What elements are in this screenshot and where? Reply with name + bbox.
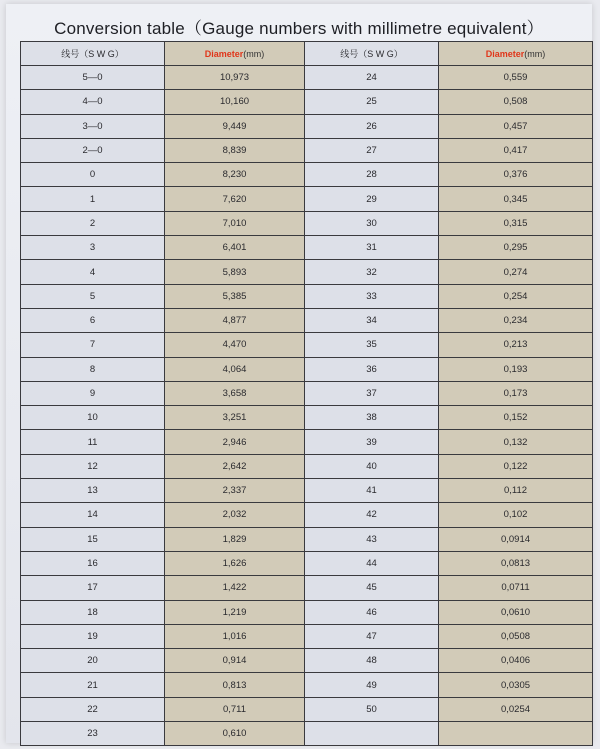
table-row <box>21 624 593 648</box>
diameter-cell-right: 0,112 <box>439 479 593 503</box>
gauge-cell-left: 18 <box>21 600 165 624</box>
diameter-cell-left: 0,711 <box>165 697 305 721</box>
gauge-cell-right: 46 <box>305 600 439 624</box>
diameter-cell-left: 1,626 <box>165 551 305 575</box>
gauge-cell-left: 5 <box>21 284 165 308</box>
table-row <box>21 430 593 454</box>
table-row <box>21 236 593 260</box>
diameter-cell-right: 0,0305 <box>439 673 593 697</box>
diameter-cell-right: 0,417 <box>439 138 593 162</box>
gauge-cell-left: 2 <box>21 211 165 235</box>
table-row <box>21 66 593 90</box>
gauge-cell-right: 36 <box>305 357 439 381</box>
gauge-cell-right: 30 <box>305 211 439 235</box>
gauge-cell-left: 8 <box>21 357 165 381</box>
table-row <box>21 333 593 357</box>
gauge-cell-right: 43 <box>305 527 439 551</box>
gauge-cell-left: 12 <box>21 454 165 478</box>
gauge-cell-left: 20 <box>21 649 165 673</box>
diameter-cell-right: 0,132 <box>439 430 593 454</box>
gauge-cell-right: 31 <box>305 236 439 260</box>
table-row <box>21 260 593 284</box>
gauge-cell-right: 33 <box>305 284 439 308</box>
diameter-cell-left: 10,160 <box>165 90 305 114</box>
diameter-cell-left: 3,251 <box>165 406 305 430</box>
gauge-cell-right: 34 <box>305 308 439 332</box>
gauge-cell-right: 48 <box>305 649 439 673</box>
diameter-cell-left: 6,401 <box>165 236 305 260</box>
diameter-cell-left: 4,064 <box>165 357 305 381</box>
diameter-cell-right: 0,0254 <box>439 697 593 721</box>
diameter-cell-right: 0,193 <box>439 357 593 381</box>
diameter-cell-right: 0,254 <box>439 284 593 308</box>
diameter-cell-left: 4,877 <box>165 308 305 332</box>
gauge-cell-left: 23 <box>21 722 165 746</box>
gauge-cell-right: 25 <box>305 90 439 114</box>
diameter-cell-right: 0,508 <box>439 90 593 114</box>
table-row <box>21 114 593 138</box>
diameter-cell-right <box>439 722 593 746</box>
table-row <box>21 308 593 332</box>
diameter-cell-left: 7,620 <box>165 187 305 211</box>
diameter-cell-right: 0,234 <box>439 308 593 332</box>
diameter-cell-right: 0,0508 <box>439 624 593 648</box>
header-gauge-left: 线号（S W G） <box>21 42 165 66</box>
diameter-cell-left: 5,893 <box>165 260 305 284</box>
diameter-cell-right: 0,559 <box>439 66 593 90</box>
table-row <box>21 381 593 405</box>
diameter-label: Diameter <box>204 48 244 59</box>
header-diameter-right <box>439 42 593 66</box>
gauge-cell-left: 4—0 <box>21 90 165 114</box>
diameter-cell-right: 0,102 <box>439 503 593 527</box>
gauge-cell-right: 41 <box>305 479 439 503</box>
diameter-cell-right: 0,173 <box>439 381 593 405</box>
table-row <box>21 503 593 527</box>
diameter-cell-left: 0,610 <box>165 722 305 746</box>
gauge-cell-left: 6 <box>21 308 165 332</box>
diameter-cell-right: 0,376 <box>439 163 593 187</box>
diameter-cell-right: 0,152 <box>439 406 593 430</box>
gauge-cell-right <box>305 722 439 746</box>
gauge-cell-left: 3—0 <box>21 114 165 138</box>
diameter-cell-left: 3,658 <box>165 381 305 405</box>
table-row <box>21 551 593 575</box>
diameter-cell-left: 9,449 <box>165 114 305 138</box>
gauge-cell-left: 0 <box>21 163 165 187</box>
gauge-cell-left: 19 <box>21 624 165 648</box>
table-row <box>21 163 593 187</box>
table-row <box>21 138 593 162</box>
gauge-cell-right: 24 <box>305 66 439 90</box>
gauge-cell-right: 47 <box>305 624 439 648</box>
gauge-cell-right: 49 <box>305 673 439 697</box>
gauge-cell-left: 4 <box>21 260 165 284</box>
diameter-label: Diameter <box>485 48 525 59</box>
diameter-cell-left: 8,839 <box>165 138 305 162</box>
diameter-cell-right: 0,122 <box>439 454 593 478</box>
gauge-cell-left: 1 <box>21 187 165 211</box>
diameter-cell-left: 8,230 <box>165 163 305 187</box>
table-row <box>21 576 593 600</box>
diameter-cell-left: 10,973 <box>165 66 305 90</box>
diameter-cell-right: 0,345 <box>439 187 593 211</box>
gauge-cell-left: 14 <box>21 503 165 527</box>
table-row <box>21 673 593 697</box>
table-row <box>21 187 593 211</box>
table-row <box>21 211 593 235</box>
gauge-cell-left: 7 <box>21 333 165 357</box>
table-row <box>21 406 593 430</box>
gauge-cell-left: 2—0 <box>21 138 165 162</box>
gauge-cell-left: 22 <box>21 697 165 721</box>
diameter-cell-left: 1,016 <box>165 624 305 648</box>
gauge-cell-left: 9 <box>21 381 165 405</box>
gauge-cell-right: 37 <box>305 381 439 405</box>
gauge-cell-right: 38 <box>305 406 439 430</box>
diameter-cell-right: 0,0813 <box>439 551 593 575</box>
gauge-cell-right: 50 <box>305 697 439 721</box>
diameter-cell-left: 1,219 <box>165 600 305 624</box>
diameter-unit: (mm) <box>524 48 546 59</box>
gauge-cell-left: 15 <box>21 527 165 551</box>
document-page <box>6 4 592 743</box>
header-diameter-left <box>165 42 305 66</box>
table-row <box>21 722 593 746</box>
gauge-cell-right: 35 <box>305 333 439 357</box>
table-row <box>21 649 593 673</box>
table-row <box>21 284 593 308</box>
diameter-cell-left: 0,914 <box>165 649 305 673</box>
diameter-cell-left: 7,010 <box>165 211 305 235</box>
table-row <box>21 600 593 624</box>
table-row <box>21 454 593 478</box>
diameter-cell-right: 0,213 <box>439 333 593 357</box>
gauge-cell-right: 45 <box>305 576 439 600</box>
gauge-cell-right: 27 <box>305 138 439 162</box>
table-row <box>21 90 593 114</box>
table-row <box>21 479 593 503</box>
diameter-cell-left: 4,470 <box>165 333 305 357</box>
gauge-cell-right: 42 <box>305 503 439 527</box>
gauge-cell-left: 3 <box>21 236 165 260</box>
diameter-cell-right: 0,295 <box>439 236 593 260</box>
diameter-cell-left: 2,032 <box>165 503 305 527</box>
diameter-cell-left: 2,946 <box>165 430 305 454</box>
gauge-cell-left: 10 <box>21 406 165 430</box>
gauge-cell-right: 28 <box>305 163 439 187</box>
gauge-cell-left: 11 <box>21 430 165 454</box>
table-header-row <box>21 42 593 66</box>
page-title: Conversion table（Gauge numbers with millimetre equivalent） <box>54 19 544 38</box>
gauge-cell-right: 44 <box>305 551 439 575</box>
conversion-table <box>20 41 593 746</box>
diameter-cell-left: 2,642 <box>165 454 305 478</box>
diameter-unit: (mm) <box>243 48 265 59</box>
gauge-cell-right: 40 <box>305 454 439 478</box>
diameter-cell-right: 0,457 <box>439 114 593 138</box>
diameter-cell-right: 0,0406 <box>439 649 593 673</box>
diameter-cell-left: 1,422 <box>165 576 305 600</box>
diameter-cell-left: 1,829 <box>165 527 305 551</box>
diameter-cell-left: 2,337 <box>165 479 305 503</box>
diameter-cell-right: 0,274 <box>439 260 593 284</box>
header-gauge-right: 线号（S W G） <box>305 42 439 66</box>
diameter-cell-right: 0,0914 <box>439 527 593 551</box>
diameter-cell-left: 5,385 <box>165 284 305 308</box>
diameter-cell-right: 0,0610 <box>439 600 593 624</box>
diameter-cell-right: 0,315 <box>439 211 593 235</box>
table-row <box>21 357 593 381</box>
table-row <box>21 527 593 551</box>
gauge-cell-left: 17 <box>21 576 165 600</box>
diameter-cell-left: 0,813 <box>165 673 305 697</box>
gauge-cell-right: 26 <box>305 114 439 138</box>
gauge-cell-left: 16 <box>21 551 165 575</box>
gauge-cell-right: 29 <box>305 187 439 211</box>
gauge-cell-left: 21 <box>21 673 165 697</box>
table-row <box>21 697 593 721</box>
gauge-cell-left: 13 <box>21 479 165 503</box>
gauge-cell-left: 5—0 <box>21 66 165 90</box>
gauge-cell-right: 32 <box>305 260 439 284</box>
diameter-cell-right: 0,0711 <box>439 576 593 600</box>
gauge-cell-right: 39 <box>305 430 439 454</box>
